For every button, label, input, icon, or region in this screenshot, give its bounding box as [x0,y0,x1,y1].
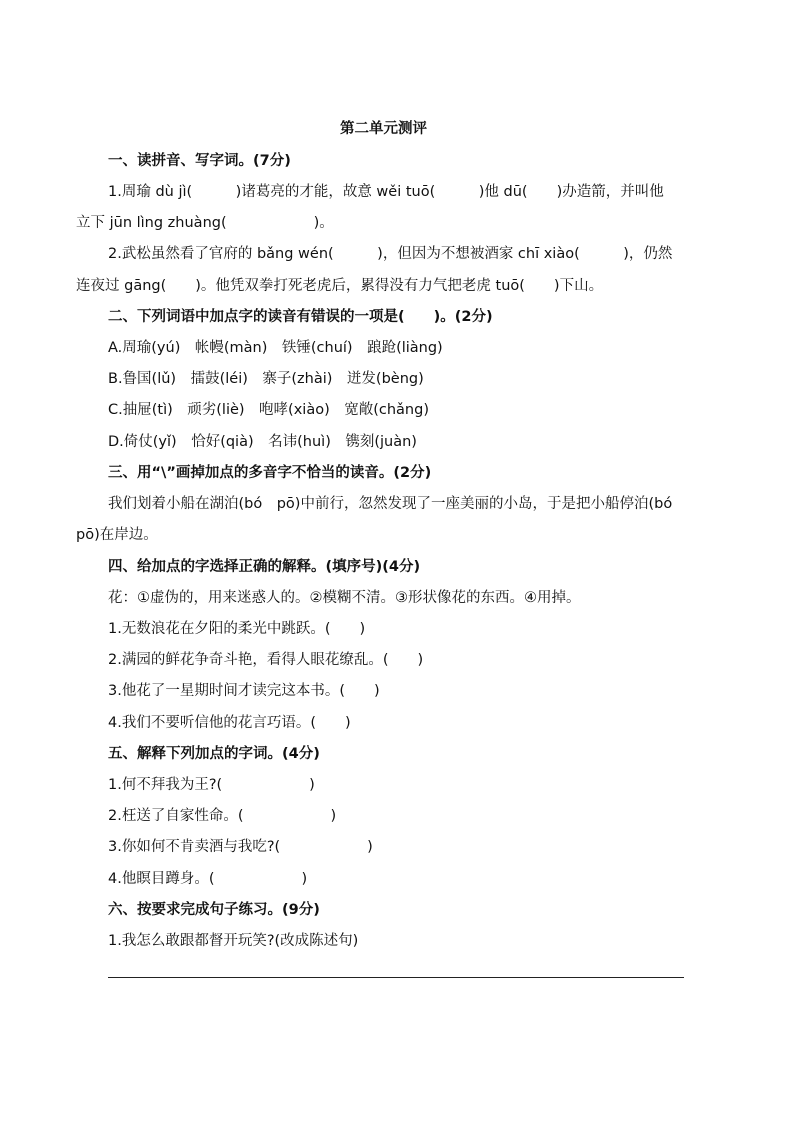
section-4-heading: 四、给加点的字选择正确的解释。(填序号)(4分) [108,559,421,575]
option-d: D.倚仗(yǐ) 恰好(qià) 名讳(huì) 镌刻(juàn) [108,434,417,450]
q4-item-1: 1.无数浪花在夕阳的柔光中跳跃。( ) [108,621,366,637]
q4-item-3: 3.他花了一星期时间才读完这本书。( ) [108,683,380,699]
q1-item-2: 2.武松虽然看了官府的 bǎng wén( )，但因为不想被酒家 chī xiào( )，仍然 [108,246,673,262]
section-6-heading: 六、按要求完成句子练习。(9分) [108,902,320,918]
q1-item-1: 1.周瑜 dù jì( )诸葛亮的才能，故意 wěi tuō( )他 dū( )办造箭，并叫他 [108,184,664,200]
q4-item-2: 2.满园的鲜花争奇斗艳，看得人眼花缭乱。( ) [108,652,424,668]
option-b: B.鲁国(lǔ) 擂鼓(léi) 寨子(zhài) 迸发(bèng) [108,371,424,387]
q5-item-2: 2.枉送了自家性命。( ) [108,808,337,824]
q3-sentence-cont: pō)在岸边。 [76,527,158,543]
section-5-heading: 五、解释下列加点的字词。(4分) [108,746,320,762]
q5-item-3: 3.你如何不肯卖酒与我吃?( ) [108,839,373,855]
q3-sentence: 我们划着小船在湖泊(bó pō)中前行，忽然发现了一座美丽的小岛，于是把小船停泊(bó [108,496,673,512]
section-2-heading: 二、下列词语中加点字的读音有错误的一项是( )。(2分) [108,309,493,325]
option-c: C.抽屉(tì) 顽劣(liè) 咆哮(xiào) 宽敞(chǎng) [108,402,429,418]
q5-item-4: 4.他瞑目蹲身。( ) [108,871,308,887]
option-a: A.周瑜(yú) 帐幔(màn) 铁锤(chuí) 踉跄(liàng) [108,340,443,356]
q6-item-1: 1.我怎么敢跟都督开玩笑?(改成陈述句) [108,933,359,949]
q5-item-1: 1.何不拜我为王?( ) [108,777,315,793]
section-1-heading: 一、读拼音、写字词。(7分) [108,153,291,169]
q1-item-1-cont: 立下 jūn lìng zhuàng( )。 [76,215,334,231]
q1-item-2-cont: 连夜过 gāng( )。他凭双拳打死老虎后，累得没有力气把老虎 tuō( )下山。 [76,278,604,294]
q4-item-4: 4.我们不要听信他的花言巧语。( ) [108,715,351,731]
answer-line[interactable] [108,977,684,978]
page-title: 第二单元测评 [340,121,427,137]
section-3-heading: 三、用“\”画掉加点的多音字不恰当的读音。(2分) [108,465,432,481]
q4-definitions: 花：①虚伪的，用来迷惑人的。②模糊不清。③形状像花的东西。④用掉。 [108,590,581,606]
